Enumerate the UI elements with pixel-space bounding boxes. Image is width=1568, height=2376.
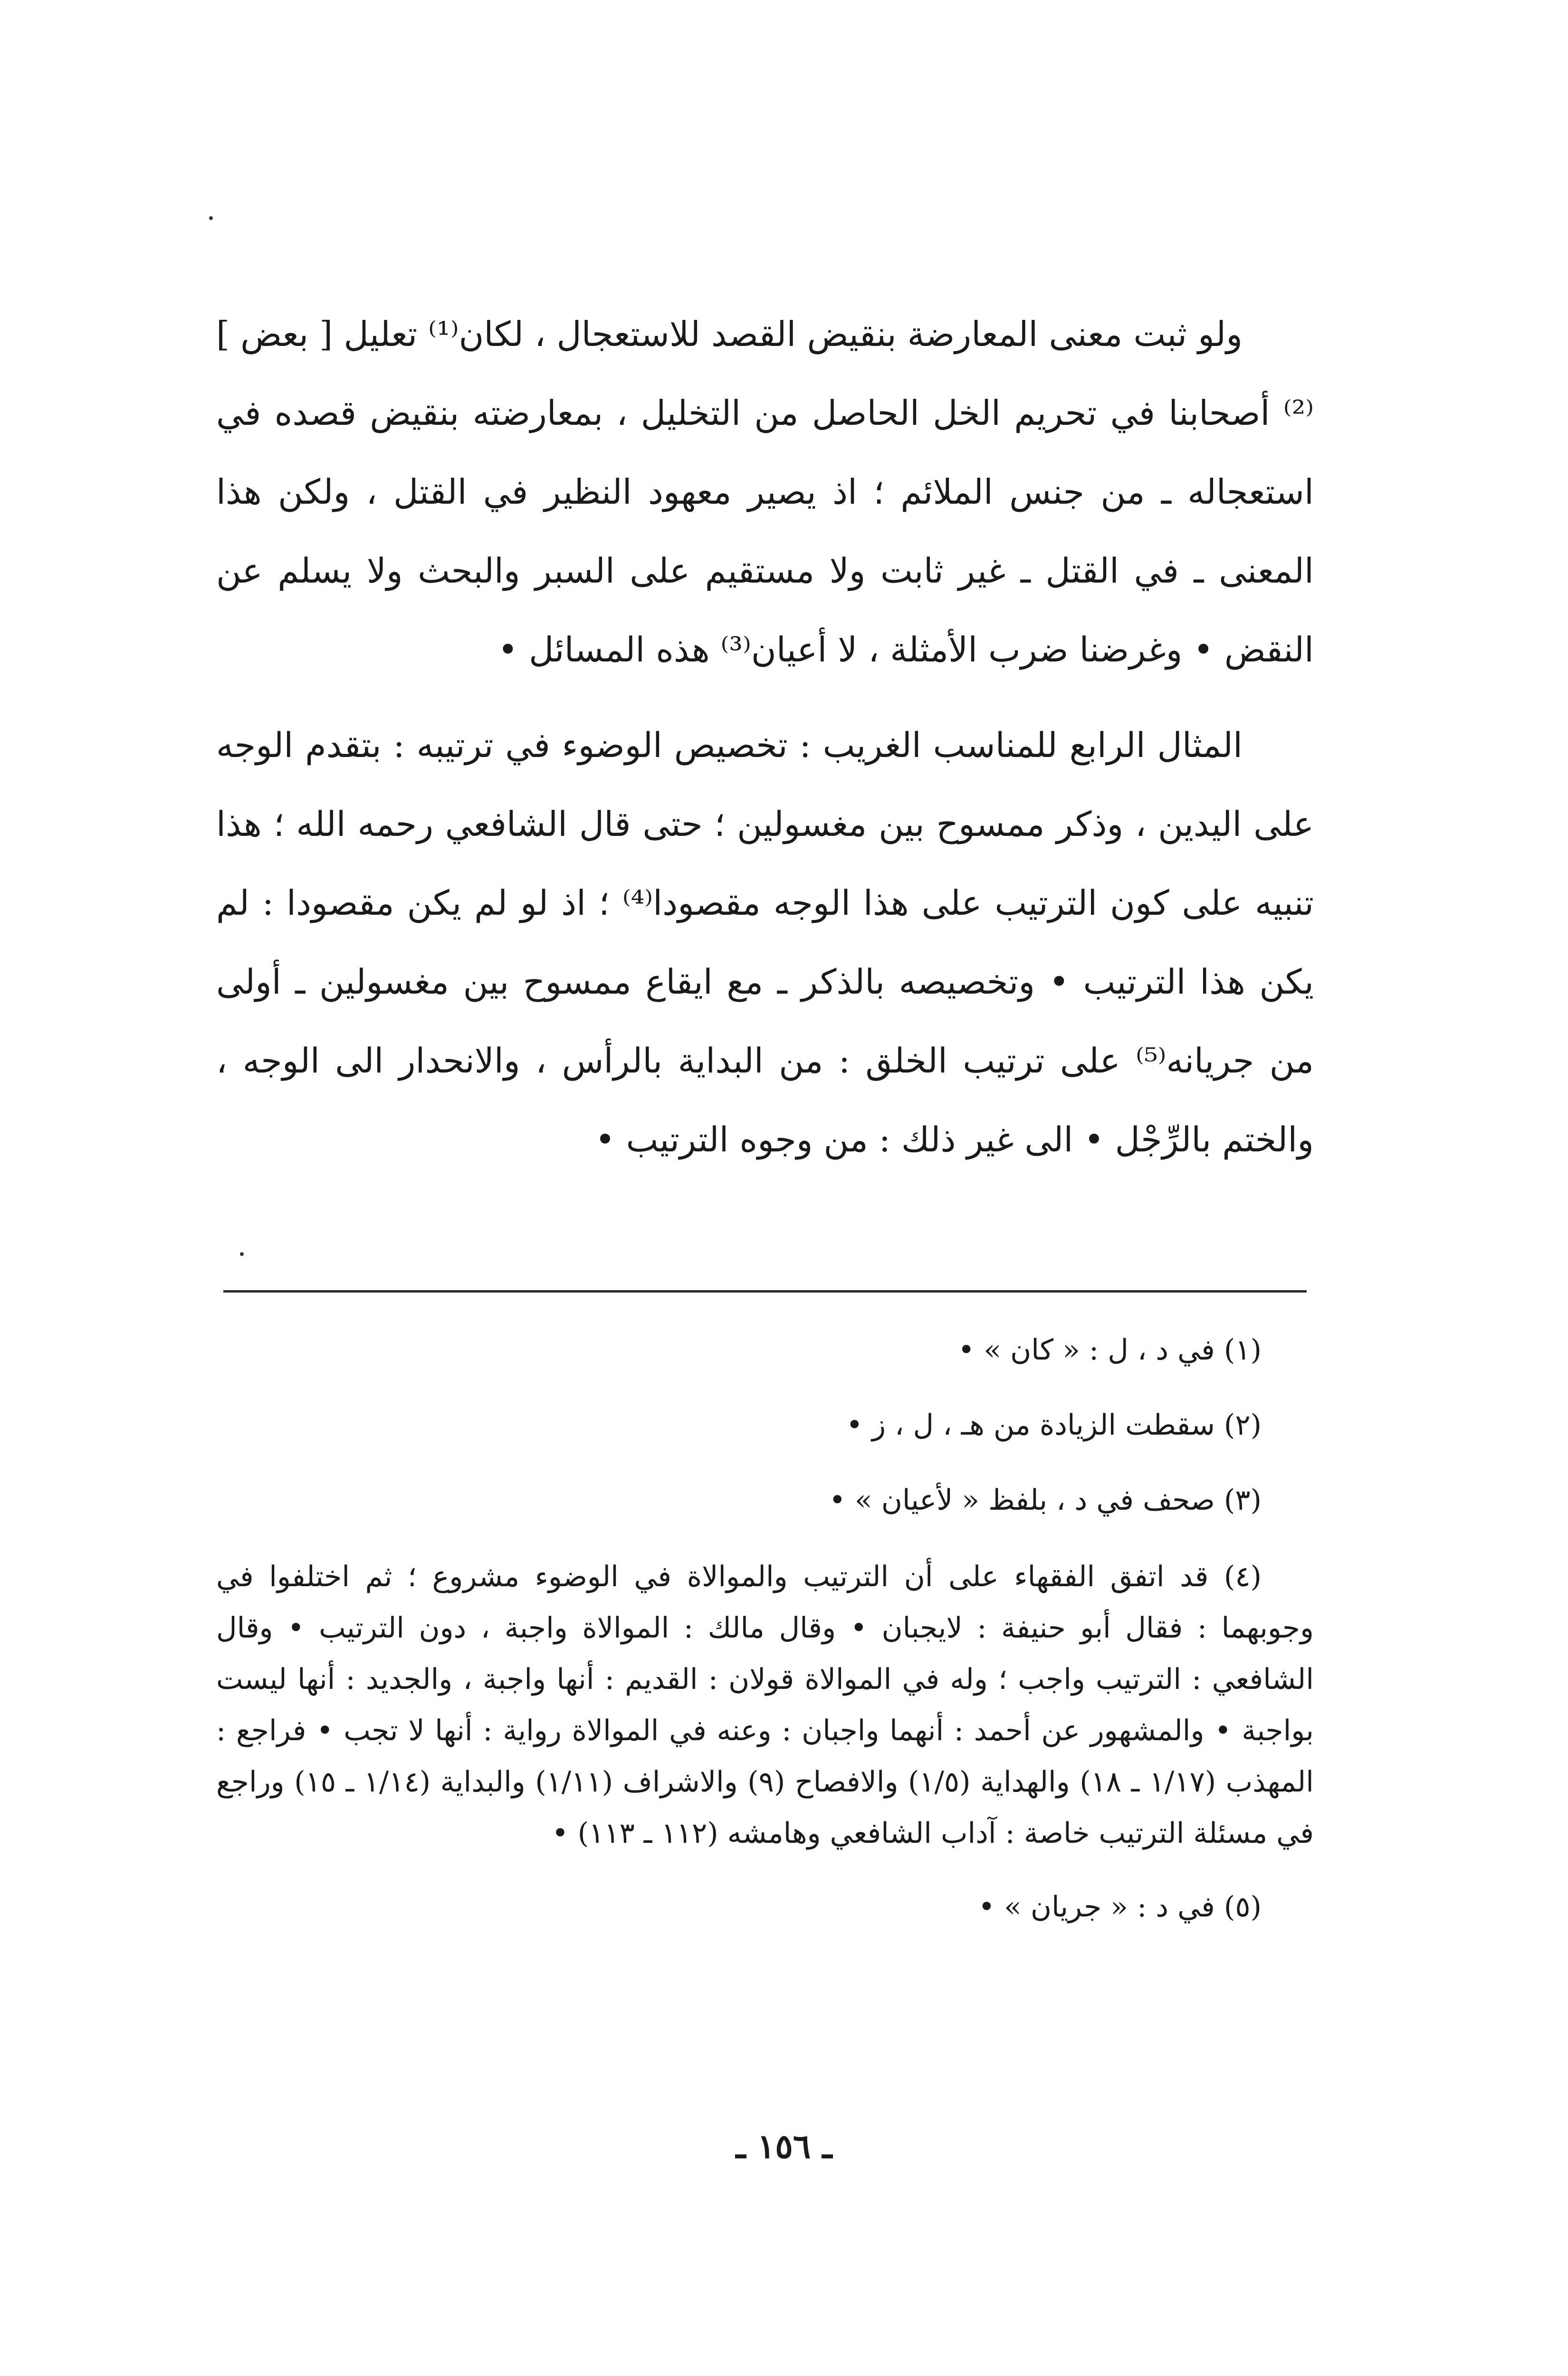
footnotes	[216, 1326, 1314, 1958]
footnote-separator	[223, 1290, 1307, 1293]
paragraph-1: ولو ثبت معنى المعارضة بنقيض القصد للاستعجال ، لكان⁽¹⁾ تعليل [ بعض ]⁽²⁾ أصحابنا في تحريم الخل الحاصل من التخليل ، بمعارضته بنقيض قصده في استعجاله ـ من جنس الملائم ؛ اذ يصير معهود النظير في القتل ، ولكن هذا المعنى ـ في القتل ـ غير ثابت ولا مستقيم على السبر والبحث ولا يسلم عن النقض • وغرضنا ضرب الأمثلة ، لا أعيان⁽³⁾ هذه المسائل •	[216, 314, 1314, 670]
footnote-3: (٣) صحف في د ، بلفظ « لأعيان » •	[829, 1484, 1262, 1517]
footnote-1: (١) في د ، ل : « كان » •	[957, 1333, 1262, 1367]
paragraph-2: المثال الرابع للمناسب الغريب : تخصيص الوضوء في ترتيبه : بتقدم الوجه على اليدين ، وذكر ممسوح بين مغسولين ؛ حتى قال الشافعي رحمه الله ؛ هذا تنبيه على كون الترتيب على هذا الوجه مقصودا⁽⁴⁾ ؛ اذ لو لم يكن مقصودا : لم يكن هذا الترتيب • وتخصيصه بالذكر ـ مع ايقاع ممسوح بين مغسولين ـ أولى من جريانه⁽⁵⁾ على ترتيب الخلق : من البداية بالرأس ، والانحدار الى الوجه ، والختم بالرِّجْل • الى غير ذلك : من وجوه الترتيب •	[216, 725, 1314, 1159]
stray-dot	[209, 216, 213, 220]
page-number: ـ ١٥٦ ـ	[736, 2127, 832, 2166]
footnote-5: (٥) في د : « جريان » •	[978, 1890, 1262, 1924]
stray-dot	[240, 1252, 244, 1256]
footnote-4: (٤) قد اتفق الفقهاء على أن الترتيب والموالاة في الوضوء مشروع ؛ ثم اختلفوا في وجوبهما : فقال أبو حنيفة : لايجبان • وقال مالك : الموالاة واجبة ، دون الترتيب • وقال الشافعي : الترتيب واجب ؛ وله في الموالاة قولان : القديم : أنها واجبة ، والجديد : أنها ليست بواجبة • والمشهور عن أحمد : أنهما واجبان : وعنه في الموالاة رواية : أنها لا تجب • فراجع : المهذب (١/١٧ ـ ١٨) والهداية (١/٥) والافصاح (٩) والاشراف (١/١١) والبداية (١/١٤ ـ ١٥) وراجع في مسئلة الترتيب خاصة : آداب الشافعي وهامشه (١١٢ ـ ١١٣) •	[216, 1560, 1314, 1850]
main-text	[216, 295, 1314, 1179]
footnote-2: (٢) سقطت الزيادة من هـ ، ل ، ز •	[846, 1408, 1262, 1442]
